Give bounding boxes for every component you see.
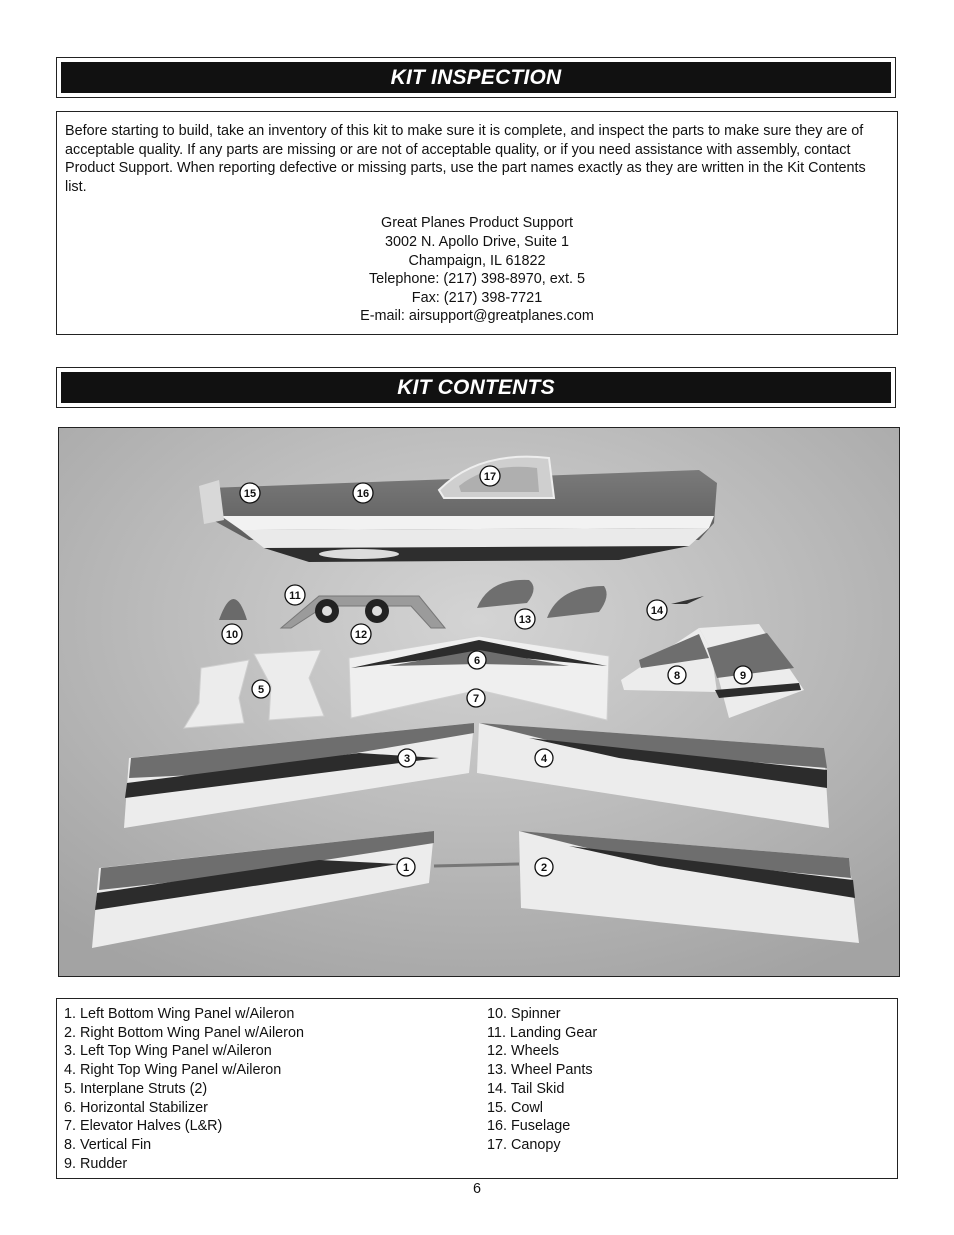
callout-10 xyxy=(222,624,242,644)
svg-text:4: 4 xyxy=(540,753,548,765)
svg-text:5: 5 xyxy=(257,684,265,696)
svg-text:14: 14 xyxy=(650,605,664,617)
list-item: 10. Spinner xyxy=(487,1006,561,1022)
svg-text:15: 15 xyxy=(243,488,257,500)
callout-12 xyxy=(351,624,371,644)
support-address xyxy=(65,214,889,326)
svg-text:8: 8 xyxy=(673,670,681,682)
list-item: 15. Cowl xyxy=(487,1099,543,1116)
svg-text:11: 11 xyxy=(289,590,301,602)
svg-text:2: 2 xyxy=(540,862,548,874)
callout-9 xyxy=(734,666,752,684)
callout-8 xyxy=(668,666,686,684)
callout-6 xyxy=(468,651,486,669)
callout-14 xyxy=(647,600,667,620)
list-item: 5. Interplane Struts (2) xyxy=(64,1080,208,1097)
callout-11 xyxy=(285,585,305,605)
svg-text:10: 10 xyxy=(225,629,239,641)
address-line: Telephone: (217) 398-8970, ext. 5 xyxy=(368,271,585,288)
address-line: Fax: (217) 398-7721 xyxy=(411,289,543,306)
list-item: 8. Vertical Fin xyxy=(64,1136,152,1153)
list-item: 1. Left Bottom Wing Panel w/Aileron xyxy=(64,1006,295,1022)
callout-15 xyxy=(240,483,260,503)
svg-text:13: 13 xyxy=(518,614,532,626)
list-item: 4. Right Top Wing Panel w/Aileron xyxy=(64,1062,282,1079)
list-item: 14. Tail Skid xyxy=(487,1080,565,1097)
callout-3 xyxy=(398,749,416,767)
kit-contents-heading-frame xyxy=(56,367,896,408)
page-number: 6 xyxy=(472,1181,481,1197)
svg-text:1: 1 xyxy=(402,862,410,874)
list-item: 7. Elevator Halves (L&R) xyxy=(64,1118,223,1135)
list-item: 9. Rudder xyxy=(64,1155,128,1172)
kit-inspection-heading: KIT INSPECTION xyxy=(61,62,891,93)
callout-16 xyxy=(353,483,373,503)
list-item: 6. Horizontal Stabilizer xyxy=(64,1099,208,1116)
list-item: 11. Landing Gear xyxy=(487,1024,598,1041)
address-line: 3002 N. Apollo Drive, Suite 1 xyxy=(385,233,569,250)
svg-text:9: 9 xyxy=(739,670,747,682)
contents-list-right xyxy=(487,1005,597,1155)
inspection-info-box xyxy=(56,111,898,335)
svg-text:16: 16 xyxy=(356,488,370,500)
callout-2 xyxy=(535,858,553,876)
kit-parts-illustration xyxy=(59,428,899,976)
svg-text:3: 3 xyxy=(403,753,411,765)
list-item: 16. Fuselage xyxy=(487,1118,571,1135)
svg-text:6: 6 xyxy=(473,655,481,667)
address-line: Great Planes Product Support xyxy=(381,215,573,232)
callout-17 xyxy=(480,466,500,486)
list-item: 3. Left Top Wing Panel w/Aileron xyxy=(64,1043,272,1060)
kit-inspection-heading-frame xyxy=(56,57,896,98)
list-item: 2. Right Bottom Wing Panel w/Aileron xyxy=(64,1024,304,1041)
contents-list-left xyxy=(64,1005,304,1173)
kit-contents-heading: KIT CONTENTS xyxy=(61,372,891,403)
svg-text:12: 12 xyxy=(354,629,368,641)
svg-text:7: 7 xyxy=(472,693,480,705)
inspection-paragraph: Before starting to build, take an inventory of this kit to make sure it is complete, and inspect the parts to make sure they are of acceptable quality. If any parts are missing or are not of acceptable quality, or if you need assistance with assembly, contact Product Support. When reporting defective or missing parts, use the part names exactly as they are written in the Kit Contents list. xyxy=(65,123,866,195)
kit-contents-list xyxy=(56,998,898,1179)
list-item: 12. Wheels xyxy=(487,1043,559,1060)
address-line: E-mail: airsupport@greatplanes.com xyxy=(360,308,594,325)
callout-5 xyxy=(252,680,270,698)
address-line: Champaign, IL 61822 xyxy=(408,252,546,269)
callout-1 xyxy=(397,858,415,876)
svg-text:17: 17 xyxy=(483,471,497,483)
callout-7 xyxy=(467,689,485,707)
callout-4 xyxy=(535,749,553,767)
list-item: 13. Wheel Pants xyxy=(487,1062,593,1079)
list-item: 17. Canopy xyxy=(487,1136,561,1153)
kit-contents-photo xyxy=(58,427,900,977)
callout-13 xyxy=(515,609,535,629)
